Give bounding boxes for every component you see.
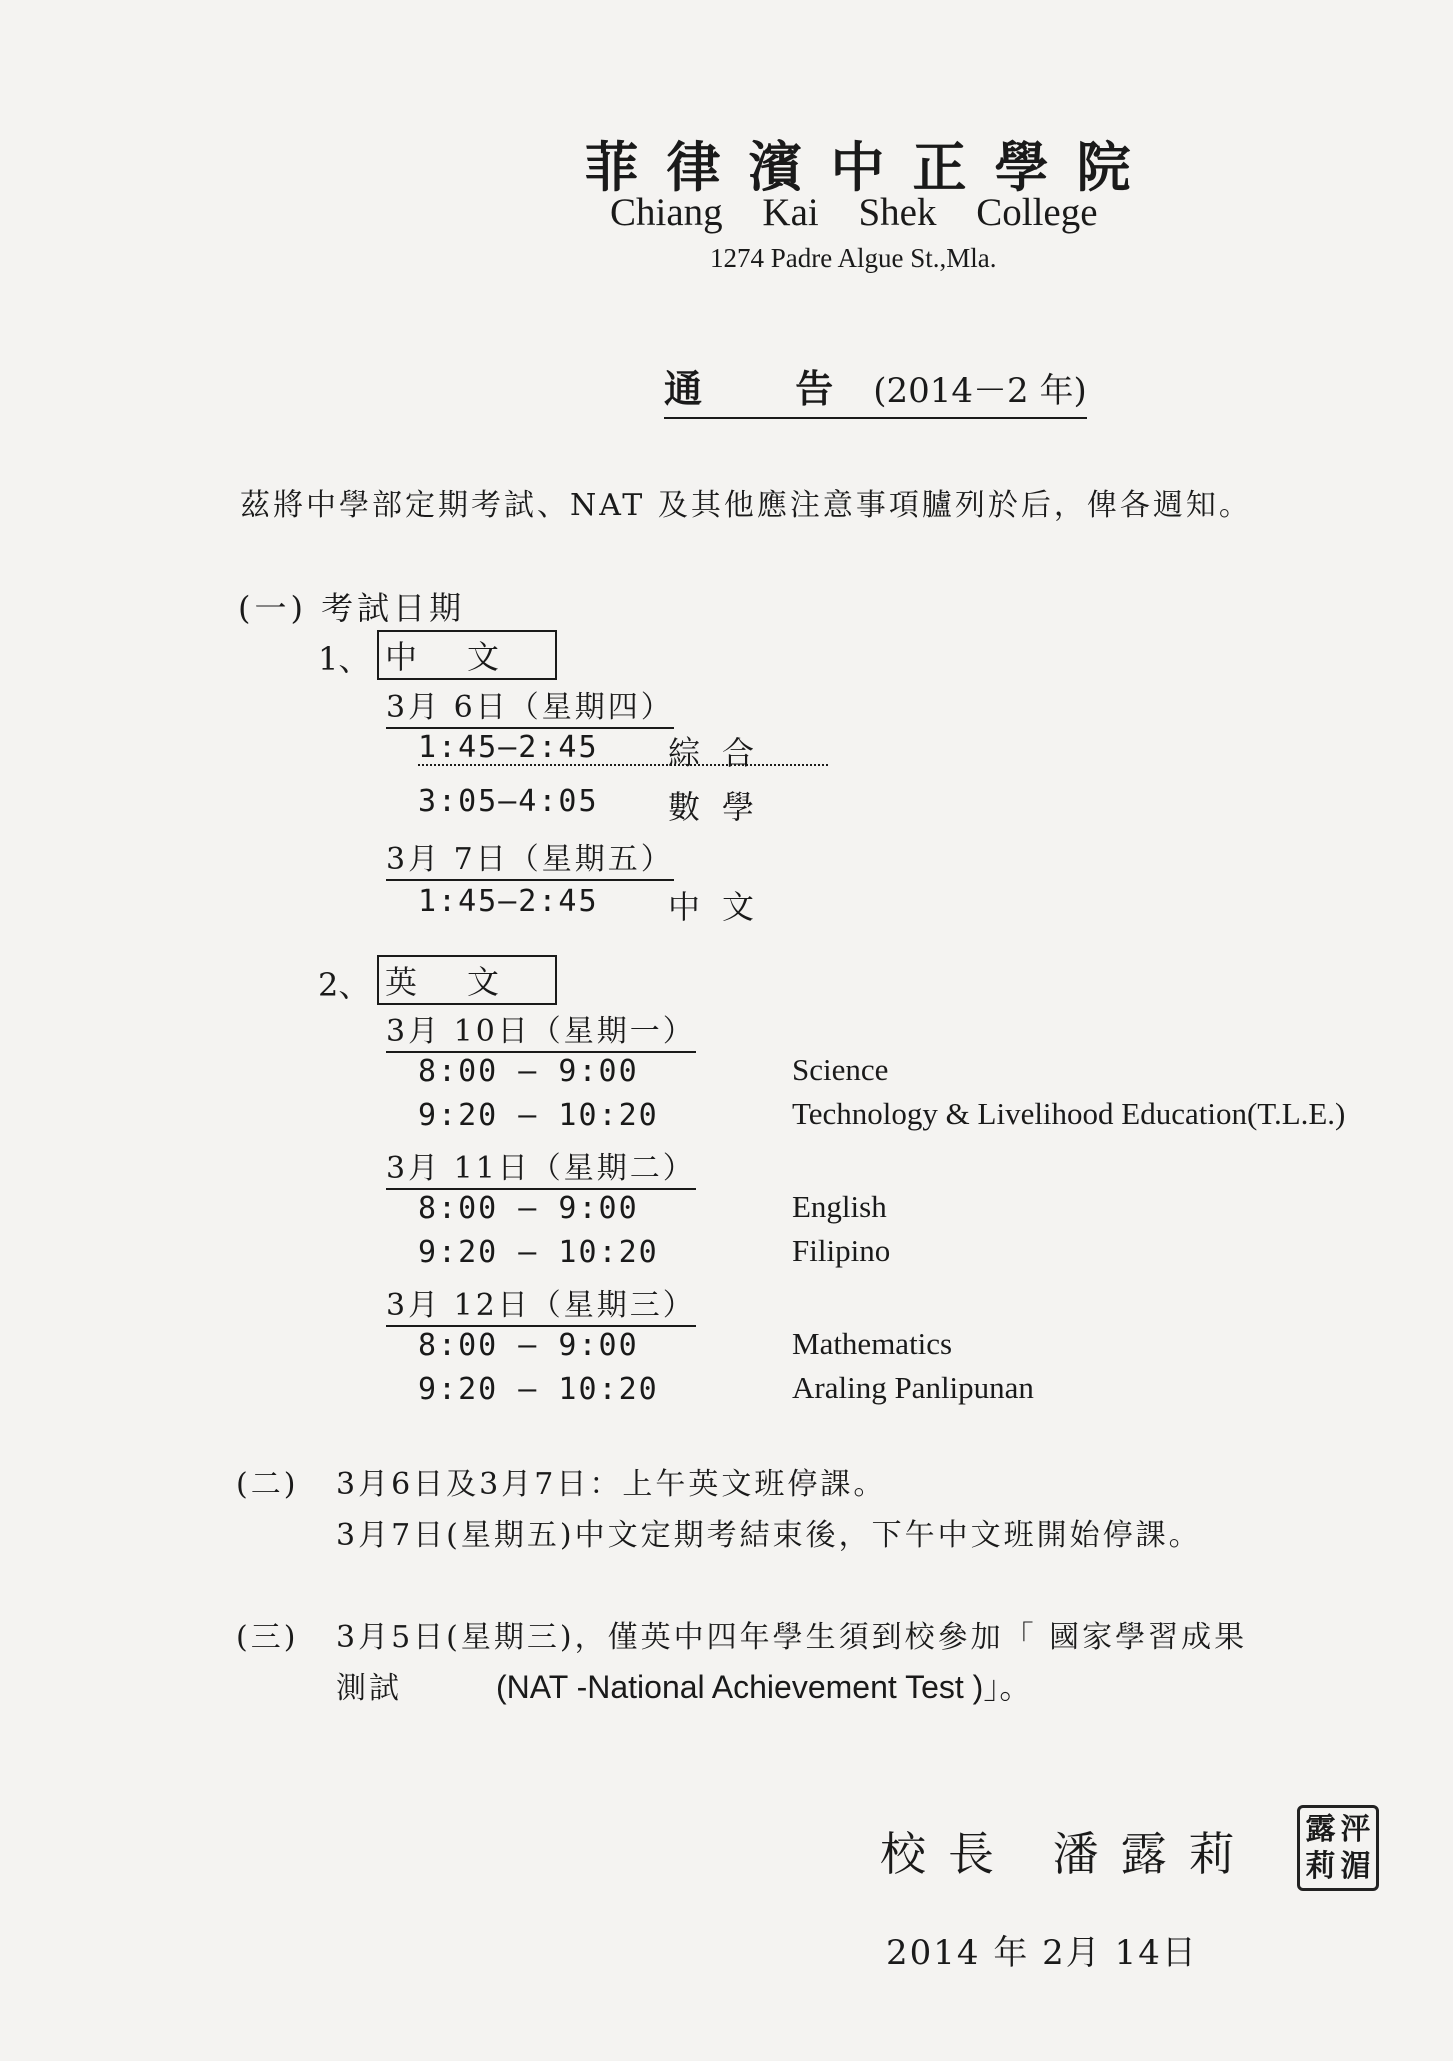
section-2-line-2: 3月7日(星期五)中文定期考結束後，下午中文班開始停課。: [336, 1518, 1202, 1553]
section-3-number: (三): [236, 1620, 299, 1655]
slot-time: 1:45—2:45: [418, 730, 599, 765]
school-name-chinese: 菲律濱中正學院: [584, 135, 1159, 199]
english-day-2-slot-1-time: 8:00 — 9:00: [418, 1191, 639, 1226]
chinese-day-1-date: 3月 6日（星期四）: [386, 682, 674, 729]
english-day-2-slot-1-subject: English: [792, 1189, 887, 1224]
seal-char: 莉: [1305, 1848, 1336, 1884]
school-name-english: Chiang Kai Shek College: [610, 191, 1098, 234]
chinese-day-1-slot-1: [418, 730, 828, 772]
section-3-line-1: 3月5日(星期三)，僅英中四年學生須到校參加「 國家學習成果: [336, 1620, 1248, 1655]
english-day-1-slot-2-time: 9:20 — 10:20: [418, 1098, 659, 1133]
english-day-3-date: 3月 12日（星期三）: [386, 1280, 696, 1327]
seal-char: 湄: [1340, 1848, 1371, 1884]
slot-time: 3:05—4:05: [418, 784, 599, 819]
notice-title-year: (2014－2 年): [873, 371, 1087, 411]
slot-time: 1:45—2:45: [418, 884, 599, 919]
seal-char: 露: [1305, 1811, 1336, 1847]
english-day-3-slot-2-subject: Araling Panlipunan: [792, 1370, 1034, 1405]
english-number: 2、: [318, 966, 371, 1004]
english-day-2-slot-2-time: 9:20 — 10:20: [418, 1235, 659, 1270]
english-day-1-slot-2-subject: Technology & Livelihood Education(T.L.E.): [792, 1096, 1346, 1131]
chinese-number: 1、: [318, 640, 371, 678]
section-1-heading: (一) 考試日期: [238, 589, 466, 627]
english-day-1-slot-1-subject: Science: [792, 1052, 889, 1087]
chinese-label-box: 中文: [377, 630, 557, 680]
seal-char: 泙: [1340, 1811, 1371, 1847]
principal-seal: [1297, 1805, 1379, 1891]
notice-intro: 茲將中學部定期考試、NAT 及其他應注意事項臚列於后，俾各週知。: [240, 488, 1252, 523]
english-label-box: 英文: [377, 955, 557, 1005]
principal-signature: 校長 潘露莉: [880, 1827, 1257, 1881]
english-day-3-slot-1-time: 8:00 — 9:00: [418, 1328, 639, 1363]
notice-title: [664, 358, 1087, 419]
chinese-day-2-date: 3月 7日（星期五）: [386, 834, 674, 881]
section-3-line-2-en: (NAT -National Achievement Test )」。: [496, 1669, 1032, 1705]
english-day-1-slot-1-time: 8:00 — 9:00: [418, 1054, 639, 1089]
slot-subject: 數學: [668, 788, 777, 826]
notice-date: 2014 年 2月 14日: [886, 1933, 1198, 1973]
section-3-line-2-cn: 測試: [336, 1671, 402, 1706]
notice-title-word: 通 告: [664, 366, 874, 411]
slot-subject: 綜合: [668, 734, 777, 772]
school-address: 1274 Padre Algue St.,Mla.: [710, 243, 997, 273]
english-day-2-date: 3月 11日（星期二）: [386, 1143, 696, 1190]
english-day-2-slot-2-subject: Filipino: [792, 1233, 891, 1268]
english-day-1-date: 3月 10日（星期一）: [386, 1006, 696, 1053]
english-day-3-slot-1-subject: Mathematics: [792, 1326, 953, 1361]
chinese-day-1-slot-2: [418, 784, 828, 826]
slot-subject: 中文: [668, 888, 777, 926]
english-day-3-slot-2-time: 9:20 — 10:20: [418, 1372, 659, 1407]
section-2-line-1: 3月6日及3月7日：上午英文班停課。: [336, 1467, 887, 1502]
chinese-day-2-slot-1: [418, 884, 828, 926]
section-2-number: (二): [236, 1467, 299, 1502]
